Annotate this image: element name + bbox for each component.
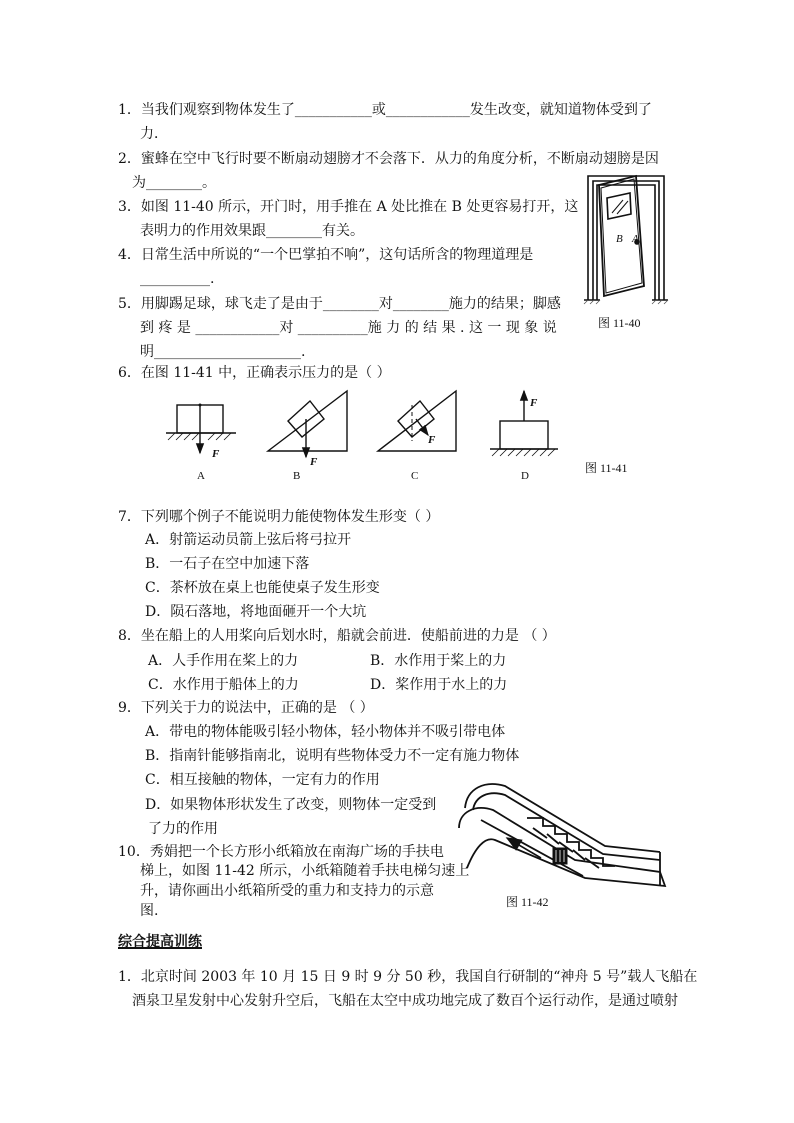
q10-line2: 梯上，如图 11-42 所示，小纸箱随着手扶电梯匀速上 bbox=[140, 863, 470, 879]
q4-line1: 4．日常生活中所说的“一个巴掌拍不响”，这句话所含的物理道理是 bbox=[118, 247, 534, 263]
pressure-force-figure bbox=[160, 385, 560, 470]
q6-line1: 6．在图 11-41 中，正确表示压力的是（ ） bbox=[118, 365, 391, 381]
fig-11-42-caption: 图 11-42 bbox=[506, 895, 549, 909]
q2-line2: 为________。 bbox=[132, 175, 216, 191]
q8-stem: 8．坐在船上的人用桨向后划水时，船就会前进．使船前进的力是 （ ） bbox=[118, 628, 556, 644]
section-title: 综合提高训练 bbox=[118, 934, 202, 950]
q10-line3: 升，请你画出小纸箱所受的重力和支持力的示意 bbox=[140, 883, 434, 899]
q7-option-a: A．射箭运动员箭上弦后将弓拉开 bbox=[145, 532, 352, 548]
door-label-a: A bbox=[632, 233, 639, 245]
fig41-force-b: F bbox=[310, 456, 318, 468]
fig41-label-c: C bbox=[411, 470, 419, 482]
q7-option-b: B．一石子在空中加速下落 bbox=[145, 556, 310, 572]
fig41-force-c: F bbox=[428, 434, 436, 446]
q9-option-d-line2: 了力的作用 bbox=[148, 821, 218, 837]
q2-line1: 2．蜜蜂在空中飞行时要不断扇动翅膀才不会落下．从力的角度分析，不断扇动翅膀是因 bbox=[118, 151, 659, 167]
fig41-force-d: F bbox=[530, 397, 538, 409]
fig-11-41-caption: 图 11-41 bbox=[585, 461, 628, 475]
fig41-force-a: F bbox=[212, 448, 220, 460]
door-label-b: B bbox=[616, 233, 623, 245]
q7-stem: 7．下列哪个例子不能说明力能使物体发生形变（ ） bbox=[118, 509, 440, 525]
q9-option-a: A．带电的物体能吸引轻小物体，轻小物体并不吸引带电体 bbox=[145, 724, 506, 740]
fig41-label-d: D bbox=[521, 470, 529, 482]
q8-option-a: A．人手作用在桨上的力 bbox=[148, 653, 299, 669]
q9-option-d-line1: D．如果物体形状发生了改变，则物体一定受到 bbox=[145, 797, 437, 813]
q4-line2: __________. bbox=[140, 271, 215, 287]
q7-option-d: D．陨石落地，将地面砸开一个大坑 bbox=[145, 604, 367, 620]
escalator-figure bbox=[455, 768, 675, 893]
fig41-label-a: A bbox=[197, 470, 205, 482]
q3-line1: 3．如图 11-40 所示，开门时，用手推在 A 处比推在 B 处更容易打开，这 bbox=[118, 199, 579, 215]
q5-line3: 明_____________________. bbox=[140, 344, 306, 360]
q8-option-c: C．水作用于船体上的力 bbox=[148, 677, 299, 693]
q3-line2: 表明力的作用效果跟________有关。 bbox=[140, 223, 364, 239]
q10-line1: 10．秀娟把一个长方形小纸箱放在南海广场的手扶电 bbox=[118, 844, 444, 860]
fig41-label-b: B bbox=[293, 470, 301, 482]
q7-option-c: C．茶杯放在桌上也能使桌子发生形变 bbox=[145, 580, 380, 596]
q8-option-d: D．桨作用于水上的力 bbox=[370, 677, 508, 693]
fig-11-40-caption: 图 11-40 bbox=[598, 316, 641, 330]
bottom-q1-line1: 1．北京时间 2003 年 10 月 15 日 9 时 9 分 50 秒，我国自行研制的“神舟 5 号”载人飞船在 bbox=[118, 969, 698, 985]
q1-line1: 1．当我们观察到物体发生了___________或____________发生改变，就知道物体受到了 bbox=[118, 102, 652, 118]
q9-option-b: B．指南针能够指南北，说明有些物体受力不一定有施力物体 bbox=[145, 748, 520, 764]
q8-option-b: B．水作用于桨上的力 bbox=[370, 653, 507, 669]
bottom-q1-line2: 酒泉卫星发射中心发射升空后，飞船在太空中成功地完成了数百个运行动作，是通过喷射 bbox=[132, 993, 678, 1009]
q5-line1: 5．用脚踢足球，球飞走了是由于________对________施力的结果；脚感 bbox=[118, 296, 561, 312]
q10-line4: 图. bbox=[140, 903, 159, 919]
q1-line2: 力． bbox=[140, 126, 168, 142]
q9-option-c: C．相互接触的物体，一定有力的作用 bbox=[145, 772, 380, 788]
door-figure bbox=[582, 168, 672, 308]
q5-line2: 到 疼 是 ____________对 __________施 力 的 结 果 . 这 一 现 象 说 bbox=[140, 320, 557, 336]
q9-stem: 9．下列关于力的说法中，正确的是 （ ） bbox=[118, 700, 374, 716]
